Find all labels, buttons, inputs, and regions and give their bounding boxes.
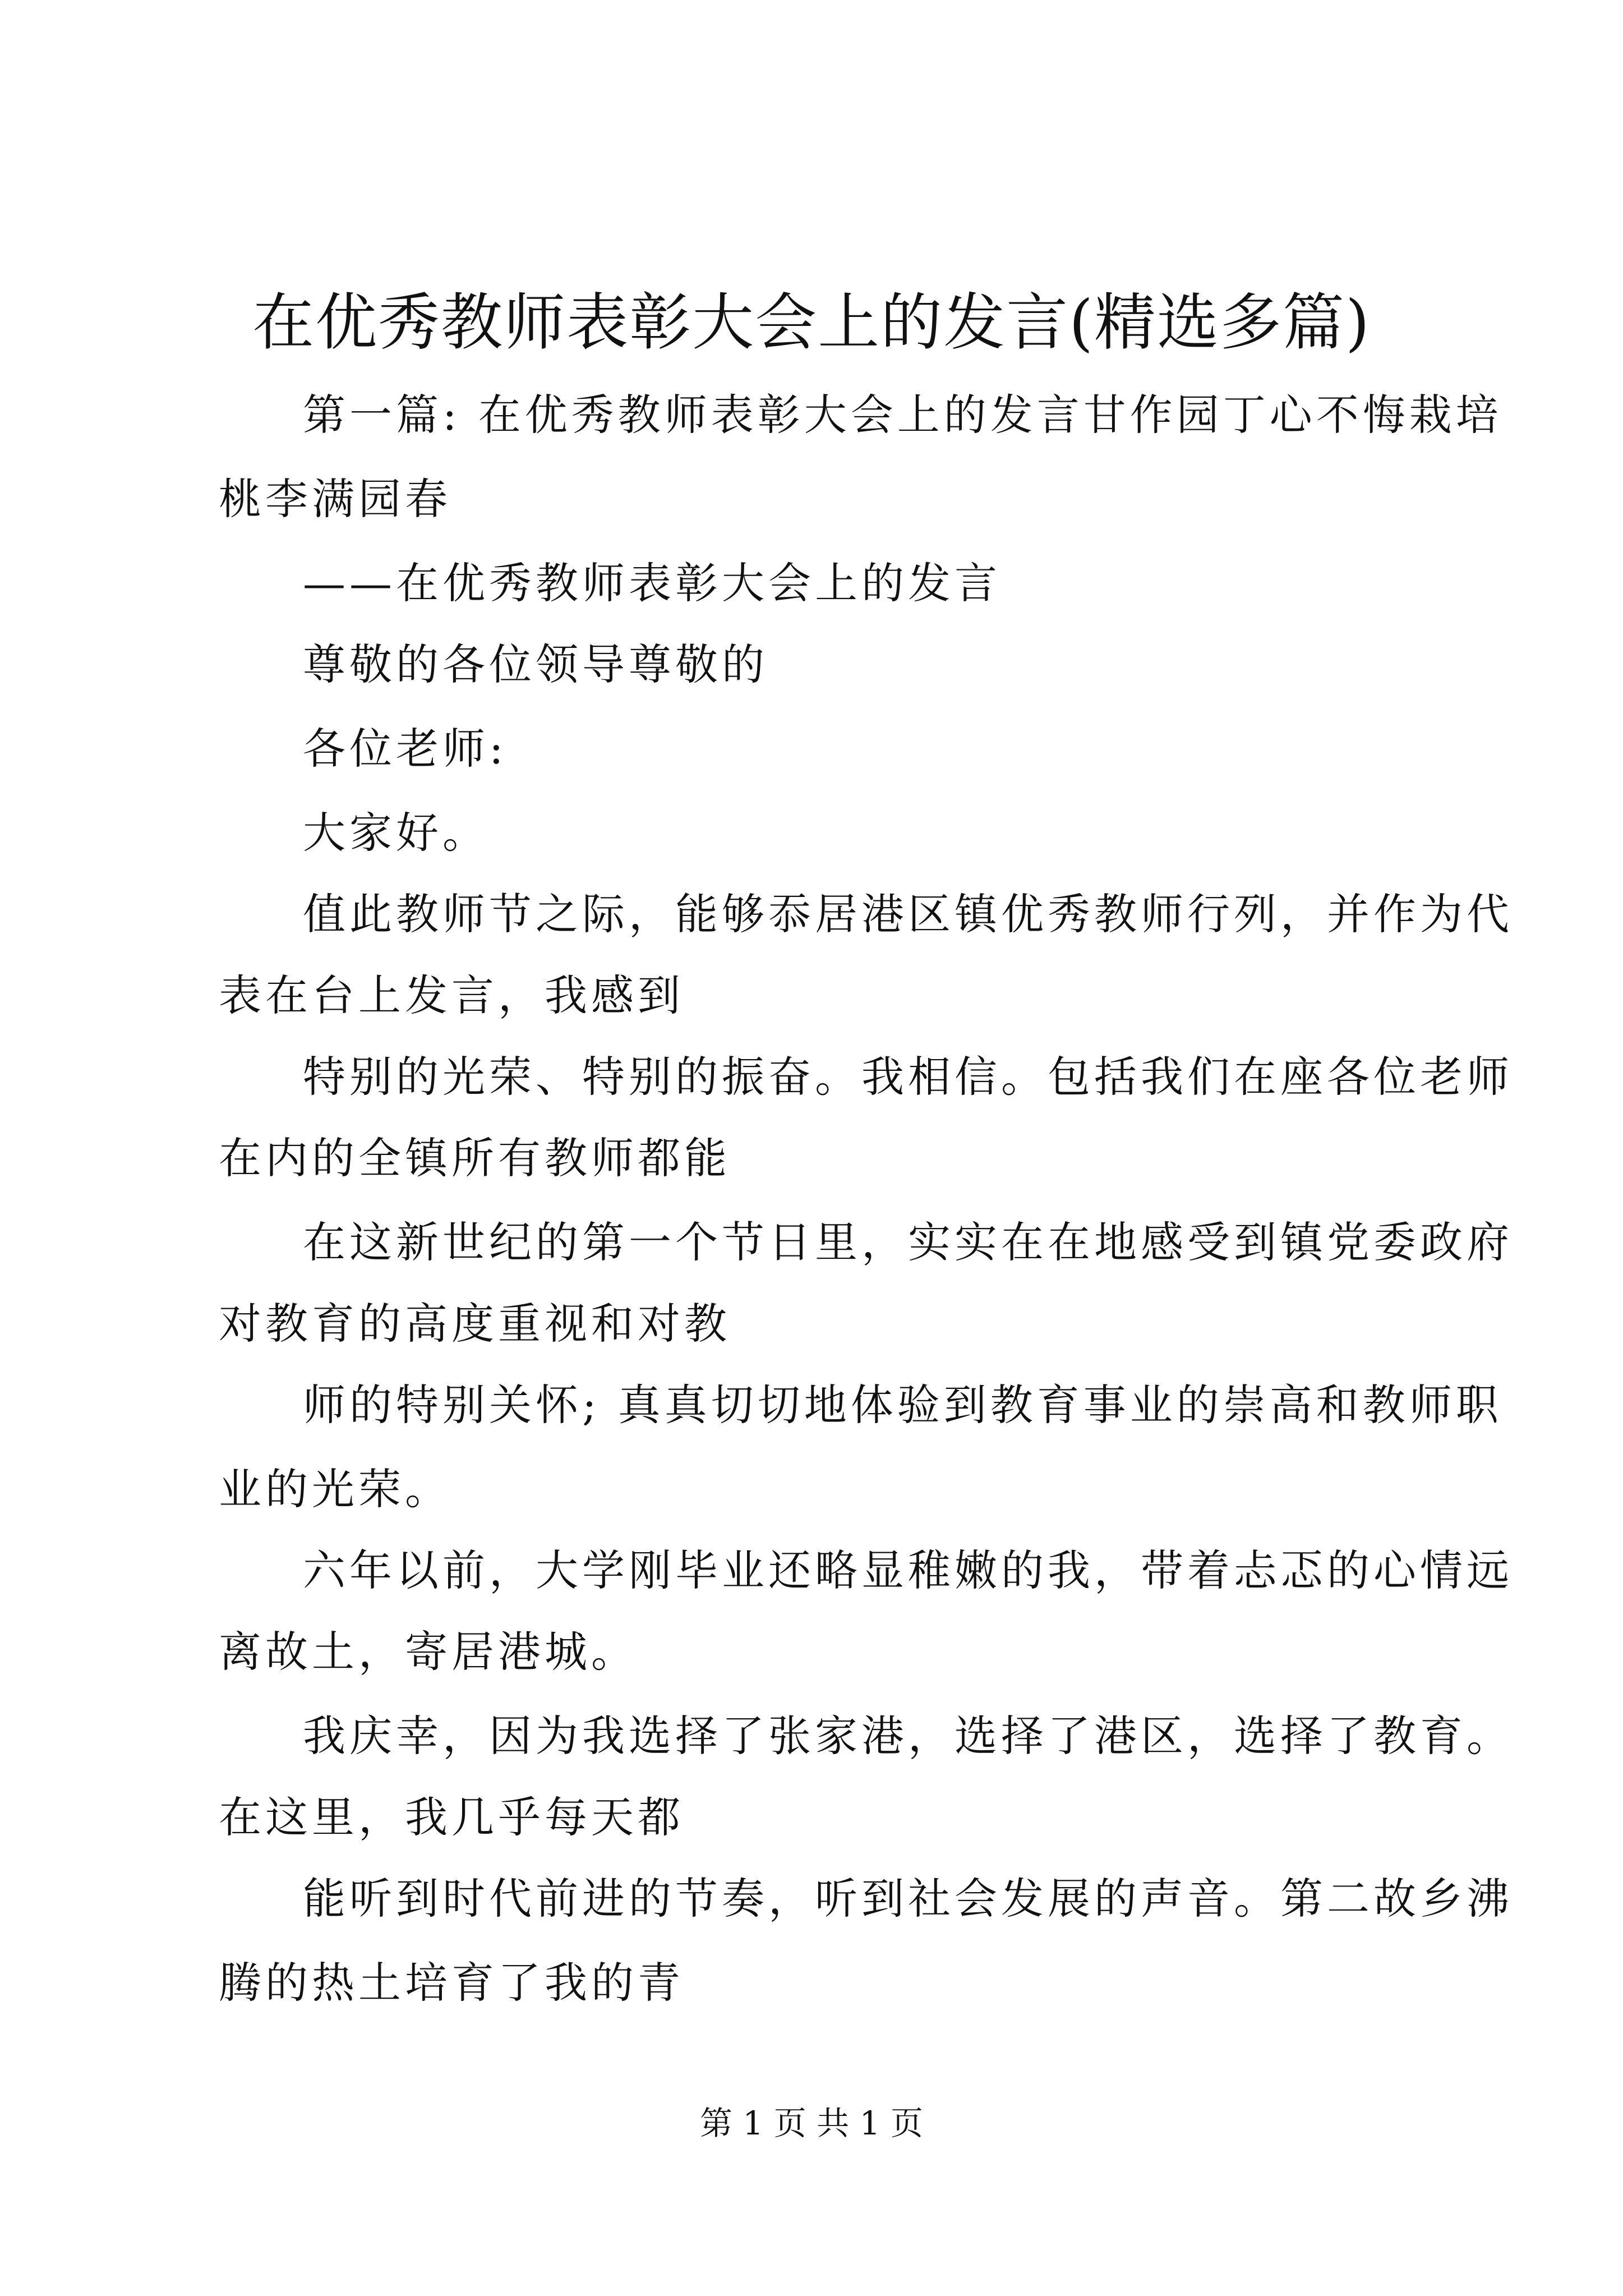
- body-line: 能听到时代前进的节奏，听到社会发展的声音。第二故乡沸: [303, 1874, 1513, 1924]
- body-line: 大家好。: [303, 808, 489, 858]
- body-line: 对教育的高度重视和对教: [219, 1299, 731, 1349]
- body-line: 尊敬的各位领导尊敬的: [303, 639, 768, 689]
- body-line: 各位老师:: [303, 724, 508, 774]
- body-line: 第一篇: 在优秀教师表彰大会上的发言甘作园丁心不悔栽培: [303, 390, 1502, 440]
- body-line: 业的光荣。: [219, 1464, 451, 1514]
- body-line: 表在台上发言，我感到: [219, 970, 684, 1020]
- document-title: 在优秀教师表彰大会上的发言(精选多篇): [252, 287, 1371, 358]
- body-line: 在这里，我几乎每天都: [219, 1792, 684, 1842]
- body-line: 值此教师节之际，能够忝居港区镇优秀教师行列，并作为代: [303, 889, 1513, 939]
- page-footer: 第 1 页 共 1 页: [700, 2104, 923, 2142]
- body-line: 离故土，寄居港城。: [219, 1627, 638, 1677]
- body-line: 特别的光荣、特别的振奋。我相信。包括我们在座各位老师: [303, 1052, 1513, 1102]
- body-line: 腾的热土培育了我的青: [219, 1958, 684, 2008]
- body-line: 我庆幸，因为我选择了张家港，选择了港区，选择了教育。: [303, 1711, 1513, 1761]
- body-line: 师的特别关怀; 真真切切地体验到教育事业的崇高和教师职: [303, 1380, 1502, 1430]
- body-line: 在内的全镇所有教师都能: [219, 1133, 731, 1183]
- body-line: 六年以前，大学刚毕业还略显稚嫩的我，带着忐忑的心情远: [303, 1545, 1513, 1595]
- body-line: 桃李满园春: [219, 474, 451, 524]
- body-line: 在这新世纪的第一个节日里，实实在在地感受到镇党委政府: [303, 1217, 1513, 1267]
- body-line: ——在优秀教师表彰大会上的发言: [303, 558, 1001, 608]
